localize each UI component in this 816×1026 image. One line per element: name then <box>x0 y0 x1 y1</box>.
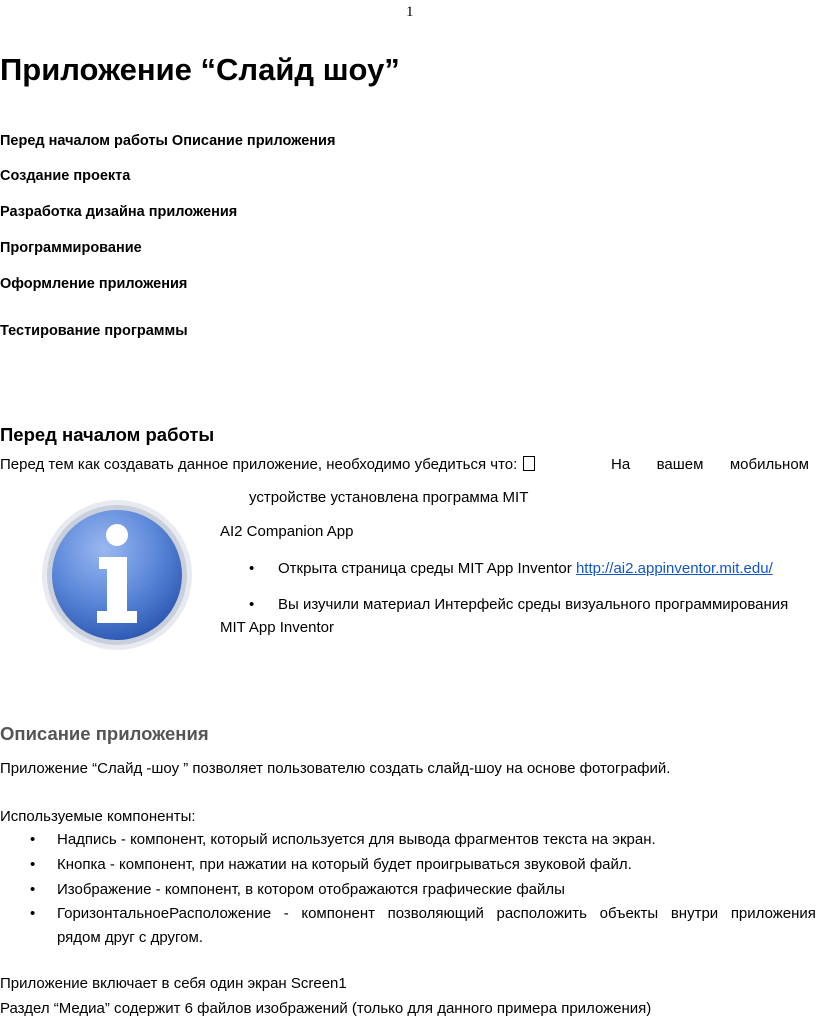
bullet-marker: • <box>249 560 255 577</box>
toc-item: Разработка дизайна приложения <box>0 204 238 220</box>
media-line: Раздел “Медиа” содержит 6 файлов изображений (только для данного примера приложения) <box>0 1000 652 1017</box>
toc-item: Создание проекта <box>0 168 131 184</box>
bullet-marker: • <box>30 905 36 922</box>
section-heading-before-start: Перед началом работы <box>0 424 215 445</box>
component-item: Изображение - компонент, в котором отображаются графические файлы <box>57 881 565 898</box>
component-word: - <box>283 905 289 922</box>
intro-word: На <box>611 456 631 473</box>
section1-intro <box>0 456 535 473</box>
page-title: Приложение “Слайд шоу” <box>0 52 400 87</box>
bullet-marker: • <box>30 831 36 848</box>
bullet-item-cont: MIT App Inventor <box>220 619 334 636</box>
screen-line: Приложение включает в себя один экран Screen1 <box>0 975 347 992</box>
component-item: Кнопка - компонент, при нажатии на который будет проигрываться звуковой файл. <box>57 856 632 873</box>
bullet-marker: • <box>249 596 255 613</box>
component-word: внутри <box>670 905 719 922</box>
intro-word: вашем <box>656 456 704 473</box>
section-heading-description: Описание приложения <box>0 723 209 744</box>
info-icon <box>41 499 193 651</box>
toc-item: Программирование <box>0 240 142 256</box>
component-word: расположить <box>496 905 587 922</box>
component-word: ГоризонтальноеРасположение <box>57 905 272 922</box>
page-number: 1 <box>406 4 414 20</box>
component-word: позволяющий <box>387 905 484 922</box>
intro-words <box>611 456 809 473</box>
bullet-text: Открыта страница среды MIT App Inventor <box>278 560 576 577</box>
components-label: Используемые компоненты: <box>0 808 196 825</box>
section1-line2: устройстве установлена программа MIT <box>249 489 529 506</box>
toc-item: Тестирование программы <box>0 323 188 339</box>
toc-item: Перед началом работы Описание приложения <box>0 133 336 149</box>
bullet-marker: • <box>30 881 36 898</box>
component-word: приложения <box>730 905 816 922</box>
appinventor-link[interactable]: http://ai2.appinventor.mit.edu/ <box>575 560 773 577</box>
intro-text: Перед тем как создавать данное приложение, необходимо убедиться что: <box>0 456 522 473</box>
component-item: Надпись - компонент, который используется для вывода фрагментов текста на экран. <box>57 831 656 848</box>
bullet-item-open-page <box>278 560 773 577</box>
component-item-cont: рядом друг с другом. <box>57 929 203 946</box>
bullet-marker: • <box>30 856 36 873</box>
component-item-horizontal-arrangement <box>57 905 816 922</box>
intro-word: мобильном <box>729 456 809 473</box>
toc-item: Оформление приложения <box>0 276 188 292</box>
checkbox-glyph-icon <box>523 456 535 471</box>
component-word: компонент <box>301 905 375 922</box>
app-description: Приложение “Слайд -шоу ” позволяет пользователю создать слайд-шоу на основе фотографий. <box>0 760 671 777</box>
component-word: объекты <box>599 905 659 922</box>
bullet-item-studied-material: Вы изучили материал Интерфейс среды визуального программирования <box>278 596 789 613</box>
section1-line3: AI2 Companion App <box>220 523 354 540</box>
